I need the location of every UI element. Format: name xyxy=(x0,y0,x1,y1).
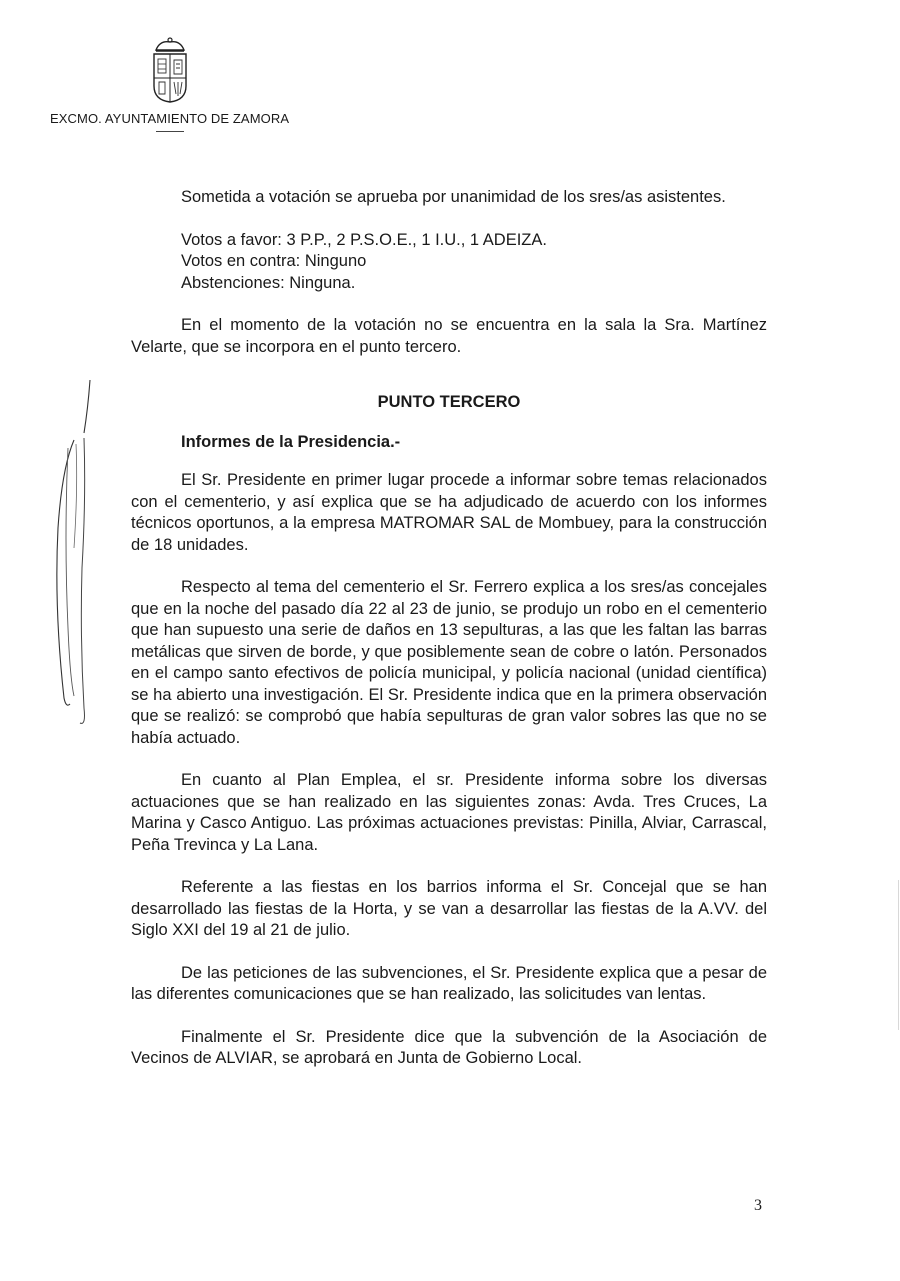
paragraph-plan-emplea: En cuanto al Plan Emplea, el sr. Presidente informa sobre los diversas actuaciones que se han realizado en las siguientes zonas: Avda. Tres Cruces, La Marina y Casco Antiguo. Las próximas actuaciones previstas: Pinilla, Alviar, Carrascal, Peña Trevinca y La Lana. xyxy=(131,771,767,854)
scan-edge-mark xyxy=(898,880,899,1030)
abstentions: Abstenciones: Ninguna. xyxy=(181,273,356,292)
paragraph-cemetery-robbery: Respecto al tema del cementerio el Sr. Ferrero explica a los sres/as concejales que en la noche del pasado día 22 al 23 de junio, se produjo un robo en el cementerio que han supuesto una serie de daños en 13 sepulturas, a las que les faltan las barras metálicas que sirven de borde, y que posiblemente sean de cobre o latón. Personados en el campo santo efectivos de policía municipal, y policía nacional (unidad científica) se ha abierto una investigación. El Sr. Presidente indica que en la primera observación que se realizó: se comprobó que había sepulturas de gran valor sobres las que no se había actuado. xyxy=(131,578,767,747)
page-number: 3 xyxy=(754,1197,762,1214)
coat-of-arms-icon xyxy=(146,36,194,106)
paragraph-vote-result: Sometida a votación se aprueba por unanimidad de los sres/as asistentes. xyxy=(181,188,726,206)
vote-breakdown xyxy=(181,230,767,295)
organization-name: EXCMO. AYUNTAMIENTO DE ZAMORA xyxy=(50,111,290,126)
paragraph-absence-note: En el momento de la votación no se encuentra en la sala la Sra. Martínez Velarte, que se incorpora en el punto tercero. xyxy=(131,316,767,356)
section-heading: PUNTO TERCERO xyxy=(377,393,521,411)
document-body xyxy=(131,187,767,1091)
paragraph-neighborhood-festivals: Referente a las fiestas en los barrios informa el Sr. Concejal que se han desarrollado las fiestas de la Horta, y se van a desarrollar las fiestas de la A.VV. del Siglo XXI del 19 al 21 de julio. xyxy=(131,878,767,939)
votes-against: Votos en contra: Ninguno xyxy=(181,252,367,270)
header-underline xyxy=(156,131,184,132)
section-subheading: Informes de la Presidencia.- xyxy=(181,432,401,451)
paragraph-cemetery-contract: El Sr. Presidente en primer lugar procede a informar sobre temas relacionados con el cementerio, y así explica que se ha adjudicado de acuerdo con los informes técnicos oportunos, a la empresa MATROMAR SAL de Mombuey, para la construcción de 18 unidades. xyxy=(131,471,767,554)
votes-in-favor: Votos a favor: 3 P.P., 2 P.S.O.E., 1 I.U., 1 ADEIZA. xyxy=(181,230,547,249)
paragraph-alviar-subsidy: Finalmente el Sr. Presidente dice que la subvención de la Asociación de Vecinos de ALVIAR, se aprobará en Junta de Gobierno Local. xyxy=(131,1027,767,1067)
paragraph-subsidy-requests: De las peticiones de las subvenciones, el Sr. Presidente explica que a pesar de las diferentes comunicaciones que se han realizado, las solicitudes van lentas. xyxy=(131,963,767,1003)
handwritten-signature-icon xyxy=(44,378,100,728)
